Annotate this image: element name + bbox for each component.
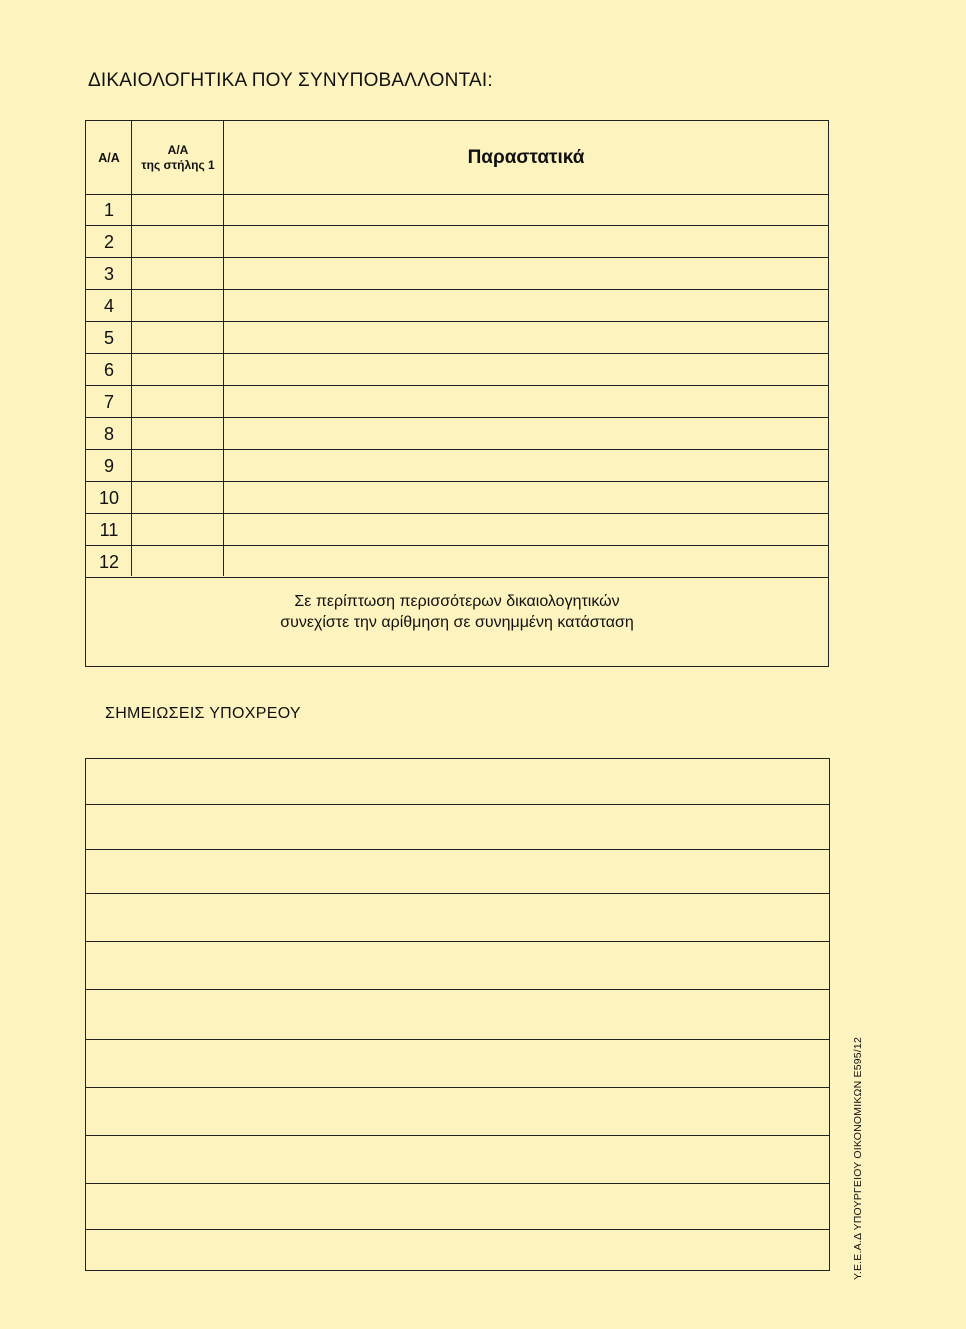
- table-row: [86, 482, 828, 514]
- notes-line: [86, 1229, 829, 1230]
- row-number: 1: [103, 199, 114, 220]
- documents-table: [85, 120, 829, 667]
- col-header-documents: Παραστατικά: [467, 146, 585, 168]
- table-row: [86, 226, 828, 258]
- row-number: 10: [98, 487, 120, 508]
- row-number: 11: [99, 519, 119, 540]
- notes-line: [86, 1039, 829, 1040]
- row-number: 5: [103, 327, 114, 348]
- row-number: 6: [103, 359, 114, 380]
- table-row: [86, 354, 828, 386]
- col-header-aa-column1-line1: Α/Α: [167, 142, 189, 157]
- notes-line: [86, 804, 829, 805]
- table-row: [86, 194, 828, 226]
- notes-line: [86, 849, 829, 850]
- continuation-note-line1: Σε περίπτωση περισσότερων δικαιολογητικών: [294, 593, 620, 610]
- notes-line: [86, 941, 829, 942]
- row-number: 12: [98, 551, 120, 572]
- continuation-note-line2: συνεχίστε την αρίθμηση σε συνημμένη κατάσταση: [280, 614, 634, 631]
- table-row: [86, 386, 828, 418]
- notes-line: [86, 1087, 829, 1088]
- section-heading-notes: ΣΗΜΕΙΩΣΕΙΣ ΥΠΟΧΡΕΟΥ: [105, 705, 301, 722]
- footer-publisher-code: Υ.Ε.Ε.Α.Δ ΥΠΟΥΡΓΕΙΟΥ ΟΙΚΟΝΟΜΙΚΩΝ Ε595/12: [852, 1036, 864, 1280]
- notes-line: [86, 1183, 829, 1184]
- col-header-aa-column1: [132, 121, 224, 194]
- notes-line: [86, 893, 829, 894]
- row-number: 2: [103, 231, 114, 252]
- col-header-aa-column1-line2: της στήλης 1: [141, 157, 215, 172]
- section-heading-documents: ΔΙΚΑΙΟΛΟΓΗΤΙΚΑ ΠΟΥ ΣΥΝΥΠΟΒΑΛΛΟΝΤΑΙ:: [88, 70, 493, 91]
- table-row: [86, 450, 828, 482]
- notes-box: [85, 758, 830, 1271]
- table-header: [86, 121, 828, 195]
- row-number: 8: [103, 423, 114, 444]
- table-row: [86, 290, 828, 322]
- row-number: 4: [103, 295, 114, 316]
- notes-line: [86, 1135, 829, 1136]
- row-number: 7: [103, 391, 114, 412]
- table-row: [86, 546, 828, 578]
- row-number: 9: [103, 455, 114, 476]
- continuation-note: [86, 591, 828, 633]
- table-row: [86, 258, 828, 290]
- table-row: [86, 322, 828, 354]
- table-row: [86, 514, 828, 546]
- row-number: 3: [103, 263, 114, 284]
- col-header-aa: Α/Α: [98, 150, 120, 165]
- table-row: [86, 418, 828, 450]
- notes-line: [86, 989, 829, 990]
